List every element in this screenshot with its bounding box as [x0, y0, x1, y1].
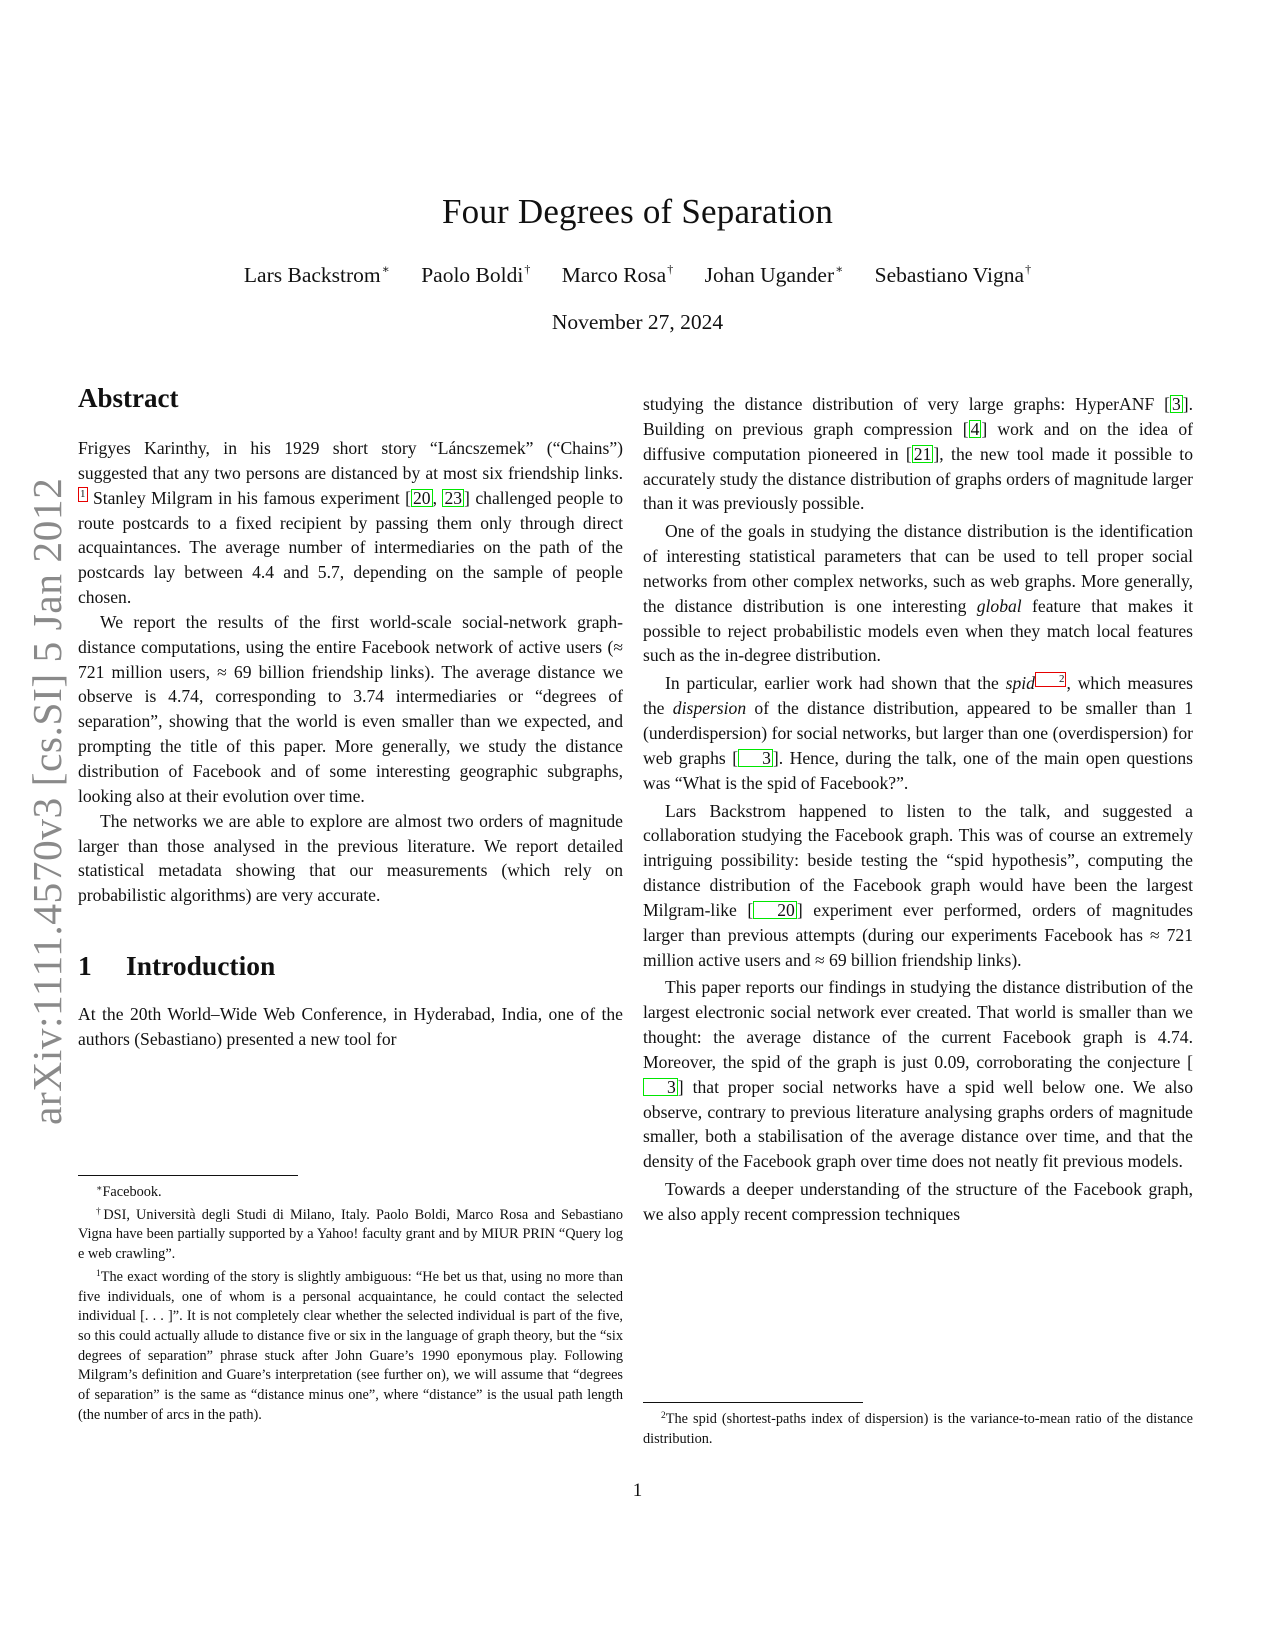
affiliation-mark: ∗: [835, 262, 844, 276]
intro-paragraph: This paper reports our findings in studying the distance distribution of the largest electronic social network ever created. That world is smaller than we thought: the average distance of the current Facebook graph is 4.74. Moreover, the spid of the graph is just 0.09, corroborating the conjecture [3 ] that proper social networks have a spid well below one. We also observe, contrary to previous literature analysing graphs orders of magnitude smaller, both a stabilisation of the average distance over time, and that the density of the Facebook graph over time does not neatly fit previous models.: [643, 977, 1193, 1172]
page-number: 1: [632, 1480, 643, 1501]
section-number: 1: [78, 950, 92, 982]
affiliation-mark: †: [1025, 262, 1032, 276]
citation-link-3[interactable]: 3: [738, 749, 773, 767]
footnote-divider: [643, 1402, 863, 1403]
section-title: Introduction: [126, 950, 276, 982]
citation-link-21[interactable]: 21: [913, 443, 932, 464]
footnotes-left: [78, 1180, 623, 1425]
citation-link-23[interactable]: 23: [444, 487, 463, 508]
footnote: ∗Facebook.: [96, 1184, 162, 1200]
affiliation-mark: ∗: [381, 262, 390, 276]
citation-link-3[interactable]: 3: [643, 1078, 678, 1096]
citation-link-20[interactable]: 20: [753, 901, 797, 919]
affiliation-mark: †: [524, 262, 531, 276]
footnote: $^1$The exact wording of the story is slightly ambiguous: “He bet us that, using no more than five individuals, one of whom is a personal acquaintance, he could contact the selected individual [. . . ]”. It is not completely clear whether the selected individual is part of the five, so this could actually allude to distance five or six in the language of graph theory, but the “six degrees of separation” phrase stuck after John Guare’s 1990 eponymous play. Following Milgram’s definition and Guare’s interpretation (see further on), we will assume that “degrees of separation” is the same as “distance minus one”, where “distance” is the usual path length (the number of arcs in the path).: [78, 1268, 623, 1423]
citation-link-20[interactable]: 20: [412, 487, 431, 508]
left-column: [78, 382, 623, 1052]
abstract-paragraph: Frigyes Karinthy, in his 1929 short story “Láncszemek” (“Chains”) suggested that any two persons are distanced by at most six friendship links.1 Stanley Milgram in his famous experiment [ 20 , 23 ] challenged people to route postcards to a fixed recipient by passing them only through direct acquaintances. The average number of intermediaries on the path of the postcards lay between 4.4 and 5.7, depending on the sample of people chosen.: [78, 438, 624, 608]
footnote-link-1[interactable]: 1: [80, 487, 86, 500]
paper-date: November 27, 2024: [551, 310, 724, 334]
section-heading-introduction: [78, 950, 623, 982]
intro-paragraph: Towards a deeper understanding of the structure of the Facebook graph, we also apply recent compression techniques: [643, 1179, 1193, 1224]
footnote: †DSI, Università degli Studi di Milano, Italy. Paolo Boldi, Marco Rosa and Sebastiano Vigna have been partially supported by a Yahoo! faculty grant and by MIUR PRIN “Query log e web crawling”.: [78, 1206, 623, 1263]
citation-link-4[interactable]: 4: [970, 418, 980, 439]
intro-paragraph: Lars Backstrom happened to listen to the talk, and suggested a collaboration studying the Facebook graph. This was of course an extremely intriguing possibility: beside testing the “spid hypothesis”, computing the distance distribution of the Facebook graph would have been the largest Milgram-like [ 20 ] experiment ever performed, orders of magnitudes larger than previous attempts (during our experiments Facebook has ≈ 721 million active users and ≈ 69 billion friendship links).: [643, 800, 1193, 970]
intro-paragraph: In particular, earlier work had shown that the spid 2 , which measures the dispersion of the distance distribution, appeared to be smaller than 1 (underdispersion) for social networks, but larger than one (overdispersion) for web graphs [ 3 ]. Hence, during the talk, one of the main open questions was “What is the spid of Facebook?”.: [643, 673, 1193, 793]
author: Marco Rosa†: [561, 262, 674, 287]
affiliation-mark: †: [667, 262, 674, 276]
footnote: $^2$The spid (shortest-paths index of dispersion) is the variance-to-mean ratio of the distance distribution.: [643, 1411, 1193, 1447]
right-column: [643, 392, 1193, 1227]
author: Johan Ugander∗: [704, 262, 844, 287]
author: Paolo Boldi†: [421, 262, 531, 287]
intro-paragraph: studying the distance distribution of very large graphs: HyperANF [ 3 ]. Building on previous graph compression [ 4 ] work and on the idea of diffusive computation pioneered in [ 21 ], the new tool made it possible to accurately study the distance distribution of graphs orders of magnitude larger than it was previously possible.: [643, 394, 1193, 514]
footnote-divider: [78, 1175, 298, 1176]
paper-title: Four Degrees of Separation: [441, 192, 834, 231]
intro-paragraph: At the 20th World–Wide Web Conference, in Hyderabad, India, one of the authors (Sebastiano) presented a new tool for: [78, 1004, 623, 1049]
abstract-paragraph: We report the results of the first world-scale social-network graph-distance computations, using the entire Facebook network of active users (≈ 721 million users, ≈ 69 billion friendship links). The average distance we observe is 4.74, corresponding to 3.74 intermediaries or “degrees of separation”, showing that the world is even smaller than we expected, and prompting the title of this paper. More generally, we study the distance distribution of Facebook and of some interesting geographic subgraphs, looking also at their evolution over time.: [78, 611, 623, 806]
abstract-heading: Abstract: [78, 383, 179, 413]
citation-link-3[interactable]: 3: [1171, 394, 1181, 414]
footnote-link-2[interactable]: 2: [1035, 672, 1067, 687]
footnotes-right: [643, 1407, 1193, 1449]
intro-paragraph: One of the goals in studying the distance distribution is the identification of interesting statistical parameters that can be used to tell proper social networks from other complex networks, such as web graphs. More generally, the distance distribution is one interesting global feature that makes it possible to reject probabilistic models even when they match local features such as the in-degree distribution.: [643, 521, 1193, 666]
author: Lars Backstrom∗: [243, 262, 390, 287]
author-list: [0, 262, 1275, 288]
arxiv-stamp: arXiv:1111.4570v3 [cs.SI] 5 Jan 2012: [24, 477, 70, 1125]
abstract-paragraph: The networks we are able to explore are almost two orders of magnitude larger than those analysed in the previous literature. We report detailed statistical metadata showing that our measurements (which rely on probabilistic algorithms) are very accurate.: [78, 810, 623, 906]
author: Sebastiano Vigna†: [874, 262, 1032, 287]
